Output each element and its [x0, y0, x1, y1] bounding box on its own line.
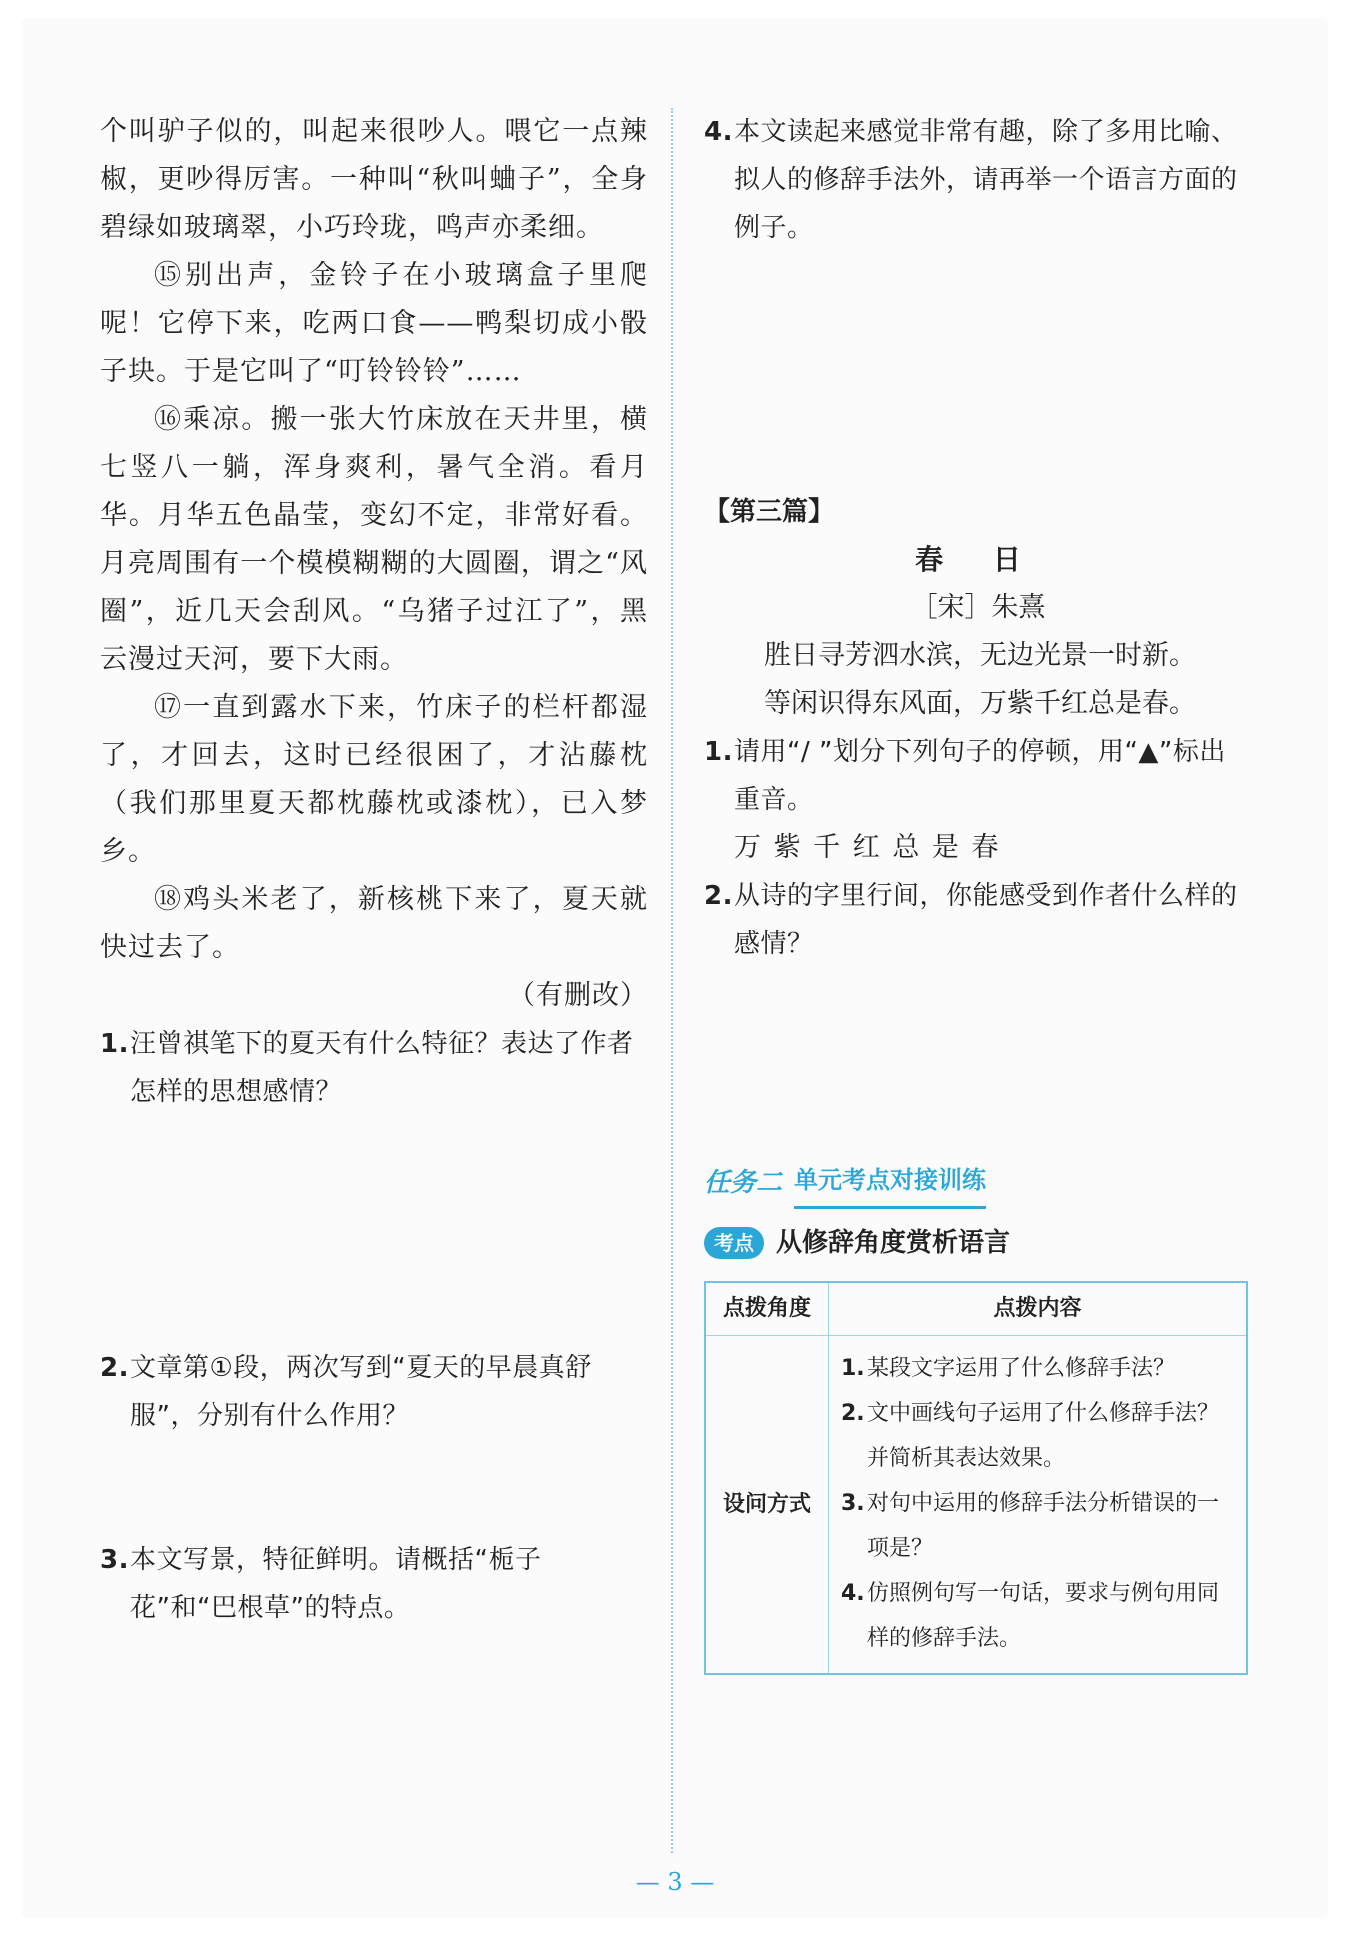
tip-table-header-row	[705, 1282, 1247, 1336]
question-2	[100, 1344, 648, 1440]
question-3	[100, 1536, 648, 1632]
tip-table-row	[705, 1336, 1247, 1675]
tip-item-text: 某段文字运用了什么修辞手法？	[867, 1356, 1176, 1381]
edit-note: （有删改）	[508, 980, 648, 1011]
tip-table-header-angle: 点拨角度	[705, 1282, 829, 1336]
page-number: — 3 —	[635, 1868, 715, 1896]
kaodian-title: 从修辞角度赏析语言	[776, 1228, 1011, 1258]
answer-space-1[interactable]	[100, 1116, 648, 1344]
question-4	[704, 108, 1252, 252]
question-text: 请用“/ ”划分下列句子的停顿，用“▲”标出重音。	[734, 737, 1226, 815]
kaodian-badge: 考点	[704, 1227, 764, 1259]
paragraph-17: ⑰一直到露水下来，竹床子的栏杆都湿了，才回去，这时已经很困了，才沾藤枕（我们那里夏天都枕藤枕或漆枕），已入梦乡。	[100, 692, 648, 867]
tip-item-number: 2.	[841, 1401, 865, 1426]
poem-line-2: 等闲识得东风面，万紫千红总是春。	[764, 688, 1196, 719]
poem-question-2	[704, 872, 1252, 968]
tip-item-text: 文中画线句子运用了什么修辞手法？并简析其表达效果。	[867, 1401, 1220, 1471]
question-number: 3.	[100, 1545, 129, 1575]
question-text: 本文写景，特征鲜明。请概括“栀子花”和“巴根草”的特点。	[130, 1545, 542, 1623]
paragraph-15: ⑮别出声，金铃子在小玻璃盒子里爬呢！它停下来，吃两口食——鸭梨切成小骰子块。于是它叫了“叮铃铃铃”……	[100, 260, 648, 387]
question-number: 2.	[100, 1353, 129, 1383]
tip-item-text: 仿照例句写一句话，要求与例句用同样的修辞手法。	[867, 1581, 1220, 1651]
kaodian-header	[704, 1219, 1252, 1267]
question-number: 1.	[100, 1029, 129, 1059]
tip-table	[704, 1281, 1248, 1675]
right-column	[704, 108, 1252, 1675]
paragraph-16: ⑯乘凉。搬一张大竹床放在天井里，横七竖八一躺，浑身爽利，暑气全消。看月华。月华五色晶莹，变幻不定，非常好看。月亮周围有一个模模糊糊的大圆圈，谓之“风圈”，近几天会刮风。“乌猪子过江了”，黑云漫过天河，要下大雨。	[100, 404, 648, 675]
answer-space-3[interactable]	[100, 1632, 648, 1752]
tip-item-1	[841, 1346, 1236, 1391]
task-title: 单元考点对接训练	[794, 1156, 986, 1209]
answer-space-poem-2[interactable]	[704, 968, 1252, 1156]
paragraph-18: ⑱鸡头米老了，新核桃下来了，夏天就快过去了。	[100, 884, 648, 963]
tip-item-number: 4.	[841, 1581, 865, 1606]
question-text: 汪曾祺笔下的夏天有什么特征？表达了作者怎样的思想感情？	[130, 1029, 634, 1107]
tip-item-number: 3.	[841, 1491, 865, 1516]
tip-item-2	[841, 1391, 1236, 1481]
tip-item-3	[841, 1481, 1236, 1571]
tip-table-row-head: 设问方式	[705, 1336, 829, 1675]
tip-table-content	[829, 1336, 1248, 1675]
task-label: 任务二	[704, 1167, 783, 1198]
paragraph-14: 个叫驴子似的，叫起来很吵人。喂它一点辣椒，更吵得厉害。一种叫“秋叫蛐子”，全身碧绿如玻璃翠，小巧玲珑，鸣声亦柔细。	[100, 116, 648, 243]
question-text: 文章第①段，两次写到“夏天的早晨真舒服”，分别有什么作用？	[130, 1353, 592, 1431]
answer-space-2[interactable]	[100, 1440, 648, 1536]
tip-item-4	[841, 1571, 1236, 1661]
poem-line-1: 胜日寻芳泗水滨，无边光景一时新。	[764, 640, 1196, 671]
tip-item-text: 对句中运用的修辞手法分析错误的一项是？	[867, 1491, 1220, 1561]
tip-item-number: 1.	[841, 1356, 865, 1381]
section-title: 【第三篇】	[704, 497, 835, 527]
question-text: 从诗的字里行间，你能感受到作者什么样的感情？	[734, 881, 1238, 959]
poem-question-1	[704, 728, 1252, 824]
column-divider	[671, 108, 673, 1853]
question-number: 4.	[704, 117, 733, 147]
poem-author: ［宋］朱熹	[910, 592, 1046, 623]
answer-space-4[interactable]	[704, 252, 1252, 488]
sample-line[interactable]: 万 紫 千 红 总 是 春	[734, 832, 1001, 863]
question-number: 2.	[704, 881, 733, 911]
question-number: 1.	[704, 737, 733, 767]
task-header	[704, 1156, 1252, 1209]
poem-title: 春 日	[915, 543, 1041, 576]
tip-table-header-content: 点拨内容	[829, 1282, 1248, 1336]
left-column	[100, 108, 648, 1752]
question-text: 本文读起来感觉非常有趣，除了多用比喻、拟人的修辞手法外，请再举一个语言方面的例子。	[734, 117, 1238, 243]
question-1	[100, 1020, 648, 1116]
